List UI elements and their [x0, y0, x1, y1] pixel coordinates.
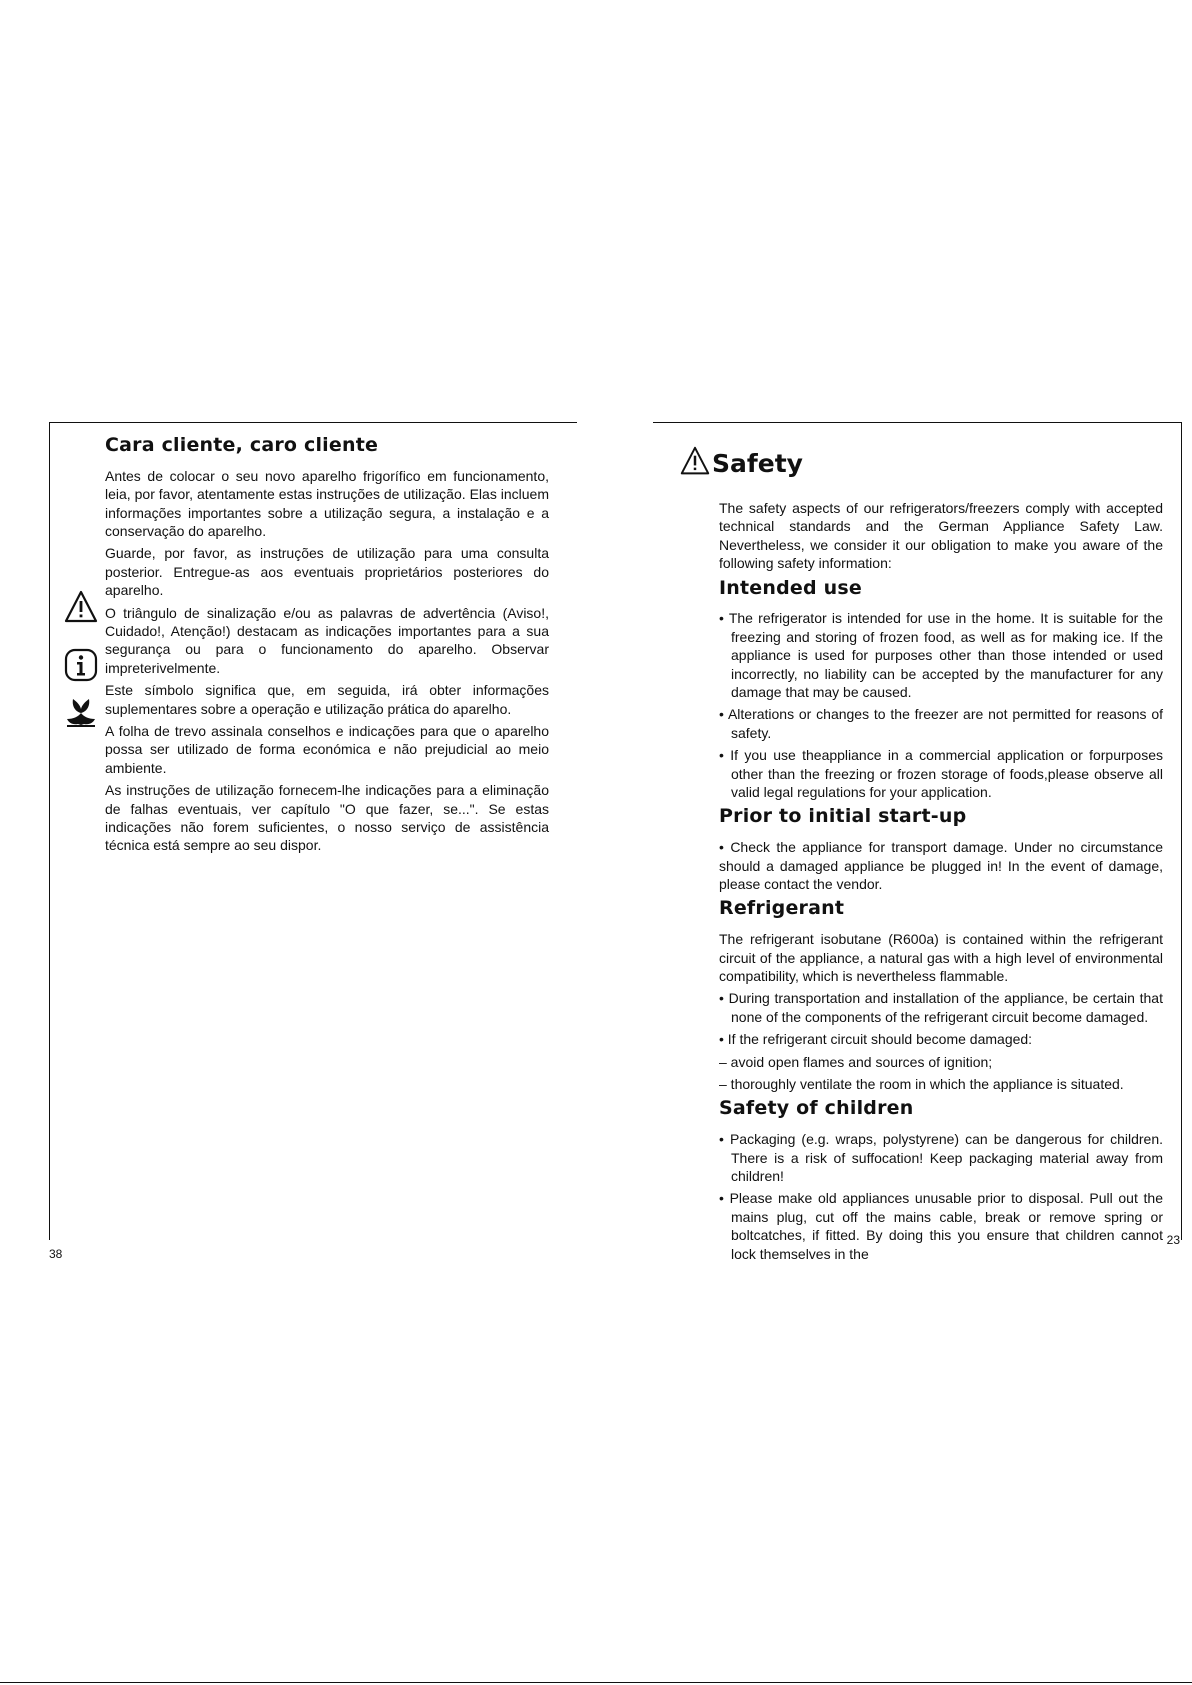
list-item: • If you use theappliance in a commercial application or forpurposes other than the freezing or frozen storage of foods,please observe all valid legal regulations for your application.	[719, 747, 1163, 801]
list-item: – avoid open flames and sources of ignition;	[719, 1053, 993, 1070]
right-page-content	[719, 499, 1163, 1267]
list-item: • Alterations or changes to the freezer are not permitted for reasons of safety.	[719, 706, 1163, 741]
warning-triangle-icon	[680, 446, 710, 476]
right-page-side-rule	[1181, 422, 1182, 1240]
intro-paragraph: The safety aspects of our refrigerators/freezers comply with accepted technical standards and the German Appliance Safety Law. Nevertheless, we consider it our obligation to make you aware of the following safety information:	[719, 500, 1163, 572]
paragraph: A folha de trevo assinala conselhos e indicações para que o aparelho possa ser utilizado de forma económica e não prejudicial ao meio ambiente.	[105, 723, 549, 776]
paragraph: Este símbolo significa que, em seguida, irá obter informações suplementares sobre a operação e utilização prática do aparelho.	[105, 682, 549, 717]
refrigerant-heading: Refrigerant	[719, 897, 845, 920]
paragraph: • Check the appliance for transport damage. Under no circumstance should a damaged appliance be plugged in! In the event of damage, please contact the vendor.	[719, 839, 1163, 892]
left-page-number: 38	[49, 1247, 63, 1261]
right-page-number: 23	[1166, 1233, 1180, 1247]
children-safety-heading: Safety of children	[719, 1097, 914, 1120]
safety-title: Safety	[712, 449, 803, 478]
left-page-content	[105, 434, 549, 859]
paragraph: O triângulo de sinalização e/ou as palavras de advertência (Aviso!, Cuidado!, Atenção!) destacam as indicações importantes para a sua segurança ou para o funcionamento do aparelho. Observar impreterivelmente.	[105, 604, 549, 676]
left-page-heading: Cara cliente, caro cliente	[105, 434, 379, 456]
clover-leaf-icon	[64, 695, 98, 729]
info-icon	[64, 648, 98, 682]
bottom-rule	[0, 1682, 1192, 1683]
list-item: • Packaging (e.g. wraps, polystyrene) can be dangerous for children. There is a risk of suffocation! Keep packaging material away from children!	[719, 1131, 1163, 1184]
left-page-side-rule	[49, 422, 50, 1240]
paragraph: As instruções de utilização fornecem-lhe indicações para a eliminação de falhas eventuais, ver capítulo "O que fazer, se...". Se estas indicações não forem suficientes, o nosso serviço de assistência técnica está sempre ao seu dispor.	[105, 782, 549, 854]
intended-use-heading: Intended use	[719, 576, 862, 599]
prior-start-heading: Prior to initial start-up	[719, 805, 967, 828]
list-item: • Please make old appliances unusable prior to disposal. Pull out the mains plug, cut off the mains cable, break or remove spring or boltcatches, if fitted. By doing this you ensure that children cannot lock themselves in the	[719, 1190, 1163, 1262]
safety-heading	[680, 446, 803, 476]
list-item: – thoroughly ventilate the room in which the appliance is situated.	[719, 1076, 1124, 1092]
paragraph: Guarde, por favor, as instruções de utilização para uma consulta posterior. Entregue-as aos eventuais proprietários posteriores do aparelho.	[105, 545, 549, 599]
list-item: • The refrigerator is intended for use in the home. It is suitable for the freezing and storing of frozen food, as well as for making ice. If the appliance is used for purposes other than those intended or used incorrectly, no liability can be accepted by the manufacturer for any damage that may be caused.	[719, 610, 1163, 700]
list-item: • If the refrigerant circuit should become damaged:	[719, 1031, 1033, 1048]
paragraph: The refrigerant isobutane (R600a) is contained within the refrigerant circuit of the appliance, a natural gas with a high level of environmental compatibility, which is nevertheless flammable.	[719, 931, 1163, 984]
paragraph: Antes de colocar o seu novo aparelho frigorífico em funcionamento, leia, por favor, atentamente estas instruções de utilização. Elas incluem informações importantes sobre a utilização segura, a instalação e a conservação do aparelho.	[105, 467, 549, 539]
warning-triangle-icon	[64, 590, 98, 624]
left-page-top-rule	[49, 422, 577, 423]
right-page-top-rule	[653, 422, 1181, 423]
list-item: • During transportation and installation of the appliance, be certain that none of the components of the refrigerant circuit become damaged.	[719, 990, 1163, 1025]
